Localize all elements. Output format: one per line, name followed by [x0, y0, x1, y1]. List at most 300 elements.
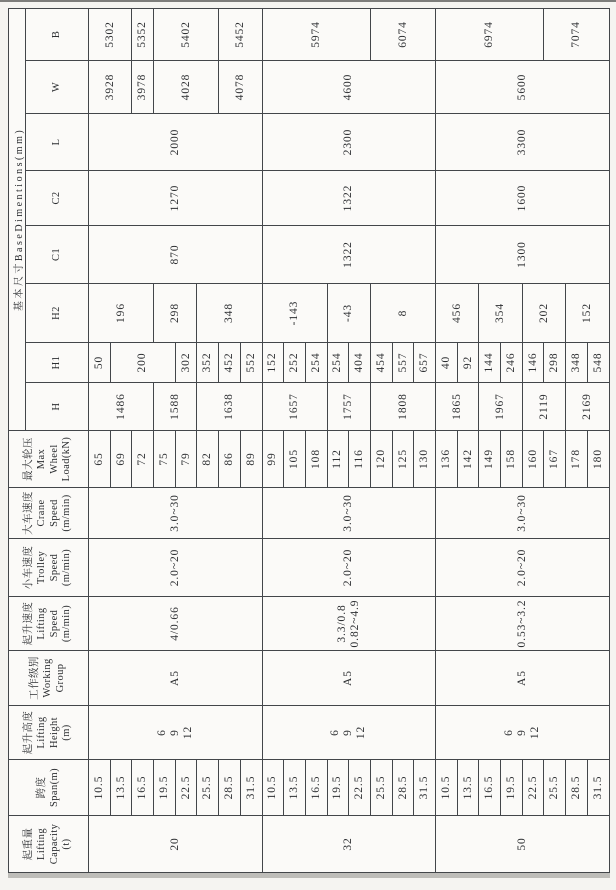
cell-crane_speed — [262, 488, 436, 539]
cell-value-line: 82 — [201, 452, 214, 466]
cell-H1 — [587, 343, 609, 383]
cell-span — [566, 760, 588, 816]
cell-value-line: 86 — [223, 452, 236, 466]
cell-span — [587, 760, 609, 816]
cell-B — [89, 8, 132, 60]
cell-H1 — [89, 343, 111, 383]
cell-wheel_load — [89, 431, 111, 488]
cell-value-line: 254 — [309, 352, 322, 373]
cell-capacity — [89, 816, 263, 873]
cell-value-line: 3.0~30 — [342, 494, 355, 532]
cell-H1 — [414, 343, 436, 383]
cell-span — [479, 760, 501, 816]
cell-wheel_load — [262, 431, 284, 488]
cell-value-line: -43 — [342, 303, 355, 323]
cell-C1 — [262, 226, 436, 284]
cell-H1 — [262, 343, 284, 383]
cell-H1 — [392, 343, 414, 383]
cell-L — [436, 114, 610, 171]
cell-value-line: 1588 — [168, 393, 181, 420]
cell-W — [219, 61, 262, 114]
col-header-H2 — [26, 284, 89, 343]
cell-H2 — [566, 284, 609, 343]
cell-H1 — [436, 343, 458, 383]
cell-span — [154, 760, 176, 816]
cell-value-line: 50 — [92, 355, 105, 370]
cell-B — [132, 8, 154, 60]
cell-value-line: 348 — [570, 352, 583, 373]
cell-trolley_speed — [262, 539, 436, 597]
cell-crane_speed — [436, 488, 610, 539]
cell-value-line: 557 — [396, 352, 409, 373]
cell-L — [89, 114, 263, 171]
cell-value-line: 19.5 — [504, 775, 517, 800]
col-header-line: Speed — [48, 609, 60, 638]
cell-span — [370, 760, 392, 816]
cell-value-line: 5302 — [103, 21, 116, 48]
cell-value-line: A5 — [342, 670, 355, 686]
cell-value-line: 13.5 — [461, 775, 474, 800]
cell-value-line: 2169 — [580, 393, 593, 420]
cell-value-line: 108 — [309, 449, 322, 469]
col-header-line: Lifting — [35, 828, 47, 860]
cell-value-line: 25.5 — [548, 775, 561, 800]
col-header-wheel_load — [9, 431, 89, 488]
cell-work_group — [262, 651, 436, 706]
col-header-line: (m/min) — [61, 604, 73, 643]
cell-wheel_load — [197, 431, 219, 488]
cell-wheel_load — [479, 431, 501, 488]
cell-value-line: 1638 — [223, 393, 236, 420]
cell-H1 — [240, 343, 262, 383]
cell-H2 — [89, 284, 154, 343]
cell-value-line: 20 — [168, 837, 181, 851]
col-header-line: Height — [48, 717, 60, 748]
cell-value-line: 254 — [331, 352, 344, 373]
col-header-line: H1 — [50, 355, 62, 370]
col-header-C1 — [26, 226, 89, 284]
cell-H1 — [370, 343, 392, 383]
cell-span — [436, 760, 458, 816]
cell-value-line: 2.0~20 — [168, 548, 181, 587]
cell-value-line: 9 — [342, 729, 355, 736]
cell-value-line: 12 — [355, 725, 368, 740]
cell-span — [544, 760, 566, 816]
cell-value-line: 1865 — [450, 393, 463, 420]
cell-trolley_speed — [89, 539, 263, 597]
cell-value-line: 302 — [179, 352, 192, 373]
cell-value-line: 548 — [591, 352, 604, 373]
cell-value-line: 0.53~3.2 — [515, 599, 528, 648]
cell-value-line: 149 — [483, 449, 496, 469]
cell-value-line: 6 — [155, 729, 168, 736]
cell-value-line: 3978 — [136, 73, 149, 101]
cell-C2 — [89, 171, 263, 226]
cell-value-line: 120 — [374, 449, 387, 469]
table-row — [436, 8, 458, 872]
col-header-line: 最大轮压 — [22, 437, 34, 481]
col-header-line: 起重量 — [22, 827, 34, 861]
cell-H1 — [175, 343, 197, 383]
cell-value-line: 158 — [504, 449, 517, 469]
cell-value-line: 5452 — [233, 21, 246, 48]
col-header-line: L — [50, 138, 62, 146]
cell-span — [457, 760, 479, 816]
cell-value-line: 22.5 — [353, 775, 366, 800]
crane-spec-table — [8, 8, 610, 873]
dimension-group-header: 基本尺寸BaseDimentions(mm) — [9, 8, 26, 430]
cell-H1 — [566, 343, 588, 383]
cell-W — [154, 61, 219, 114]
cell-span — [501, 760, 523, 816]
cell-value-line: 180 — [591, 449, 604, 469]
cell-value-line: 552 — [244, 352, 257, 373]
cell-value-line: 8 — [396, 309, 409, 317]
cell-value-line: 0.82~4.9 — [348, 599, 361, 648]
cell-value-line: 99 — [266, 452, 279, 466]
cell-H — [522, 383, 565, 431]
cell-value-line: 105 — [288, 449, 301, 469]
cell-work_group — [436, 651, 610, 706]
cell-span — [219, 760, 241, 816]
cell-H — [154, 383, 197, 431]
cell-value-line: 2119 — [537, 393, 550, 420]
rotated-table-wrapper — [8, 9, 609, 873]
cell-B — [544, 8, 609, 60]
cell-wheel_load — [240, 431, 262, 488]
cell-value-line: 348 — [223, 303, 236, 323]
cell-H — [262, 383, 327, 431]
col-header-line: (m/min) — [61, 494, 73, 532]
cell-value-line: 144 — [483, 352, 496, 373]
cell-value-line: 200 — [136, 352, 149, 373]
cell-value-line: 2.0~20 — [342, 548, 355, 587]
col-header-line: 工作级别 — [29, 656, 41, 700]
col-header-line: B — [50, 30, 62, 39]
col-header-line: W — [50, 81, 62, 93]
cell-value-line: A5 — [168, 670, 181, 686]
cell-lift_speed — [436, 597, 610, 651]
cell-wheel_load — [566, 431, 588, 488]
col-header-line: Lifting — [35, 607, 47, 640]
cell-work_group — [89, 651, 263, 706]
cell-value-line: 167 — [548, 449, 561, 469]
cell-wheel_load — [327, 431, 349, 488]
col-header-B — [26, 8, 89, 60]
cell-B — [436, 8, 544, 60]
cell-value-line: 6 — [329, 729, 342, 736]
col-header-line: Span(m) — [48, 768, 60, 807]
col-header-line: 跨度 — [35, 776, 47, 799]
cell-value-line: 5974 — [309, 21, 322, 48]
col-header-lift_speed — [9, 597, 89, 651]
cell-value-line: 3928 — [103, 73, 116, 101]
cell-span — [175, 760, 197, 816]
cell-value-line: 75 — [157, 452, 170, 466]
cell-height — [89, 706, 263, 760]
cell-value-line: 5352 — [136, 21, 149, 48]
cell-value-line: 178 — [570, 449, 583, 469]
cell-W — [262, 61, 436, 114]
col-header-work_group — [9, 651, 89, 706]
cell-value-line: 1967 — [494, 393, 507, 420]
cell-value-line: 4078 — [233, 73, 246, 101]
cell-value-line: 452 — [223, 352, 236, 373]
cell-value-line: 454 — [374, 352, 387, 373]
col-header-span — [9, 760, 89, 816]
cell-value-line: 657 — [418, 352, 431, 373]
cell-H2 — [262, 284, 327, 343]
cell-W — [436, 61, 610, 114]
cell-H — [479, 383, 522, 431]
cell-value-line: 65 — [92, 452, 105, 466]
col-header-line: 起升速度 — [22, 601, 34, 646]
cell-value-line: 870 — [168, 244, 181, 265]
col-header-line: H2 — [50, 306, 62, 320]
cell-lift_speed — [262, 597, 436, 651]
cell-value-line: 1600 — [515, 184, 528, 212]
cell-value-line: 456 — [450, 303, 463, 323]
cell-B — [262, 8, 370, 60]
cell-value-line: 22.5 — [179, 775, 192, 800]
cell-wheel_load — [154, 431, 176, 488]
cell-value-line: 10.5 — [92, 775, 105, 800]
cell-C2 — [262, 171, 436, 226]
cell-wheel_load — [522, 431, 544, 488]
cell-wheel_load — [132, 431, 154, 488]
col-header-line: (m/min) — [61, 548, 73, 587]
cell-value-line: 298 — [168, 303, 181, 323]
cell-value-line: 6974 — [483, 21, 496, 48]
cell-value-line: 404 — [353, 352, 366, 373]
cell-wheel_load — [370, 431, 392, 488]
cell-H — [197, 383, 262, 431]
cell-capacity — [262, 816, 436, 873]
cell-wheel_load — [544, 431, 566, 488]
cell-value-line: 31.5 — [591, 775, 604, 800]
cell-wheel_load — [349, 431, 371, 488]
cell-H1 — [110, 343, 175, 383]
cell-value-line: 112 — [331, 449, 344, 469]
cell-value-line: 19.5 — [331, 775, 344, 800]
cell-value-line: 196 — [114, 303, 127, 323]
cell-value-line: 298 — [548, 352, 561, 373]
cell-H — [436, 383, 479, 431]
cell-span — [284, 760, 306, 816]
cell-H2 — [436, 284, 479, 343]
cell-B — [219, 8, 262, 60]
cell-value-line: 9 — [168, 729, 181, 736]
cell-value-line: 13.5 — [114, 775, 127, 800]
cell-wheel_load — [457, 431, 479, 488]
cell-value-line: 10.5 — [266, 775, 279, 800]
cell-H1 — [522, 343, 544, 383]
col-header-line: (m) — [61, 724, 73, 741]
cell-wheel_load — [284, 431, 306, 488]
col-header-capacity — [9, 816, 89, 873]
cell-span — [240, 760, 262, 816]
cell-value-line: 3.0~30 — [168, 494, 181, 532]
cell-value-line: 92 — [461, 355, 474, 370]
cell-value-line: 3.0~30 — [515, 494, 528, 532]
cell-value-line: 352 — [201, 352, 214, 373]
cell-value-line: 136 — [439, 449, 452, 469]
cell-span — [262, 760, 284, 816]
cell-span — [414, 760, 436, 816]
cell-value-line: 202 — [537, 303, 550, 323]
col-header-line: Wheel — [48, 444, 60, 474]
cell-wheel_load — [110, 431, 132, 488]
cell-value-line: 160 — [526, 449, 539, 469]
cell-value-line: 28.5 — [570, 775, 583, 800]
col-header-line: Working — [42, 658, 54, 698]
cell-H1 — [544, 343, 566, 383]
cell-span — [349, 760, 371, 816]
cell-value-line: 12 — [528, 725, 541, 740]
cell-height — [436, 706, 610, 760]
cell-H — [89, 383, 154, 431]
cell-C1 — [436, 226, 610, 284]
cell-value-line: A5 — [515, 670, 528, 686]
cell-wheel_load — [305, 431, 327, 488]
cell-B — [370, 8, 435, 60]
cell-value-line: 79 — [179, 452, 192, 466]
col-header-line: 大车速度 — [22, 491, 34, 535]
col-header-L — [26, 114, 89, 171]
cell-value-line: 4/0.66 — [168, 606, 181, 641]
cell-value-line: 69 — [114, 452, 127, 466]
col-header-H1 — [26, 343, 89, 383]
cell-H1 — [457, 343, 479, 383]
cell-wheel_load — [501, 431, 523, 488]
cell-value-line: 72 — [136, 452, 149, 466]
cell-span — [392, 760, 414, 816]
cell-value-line: 3300 — [515, 128, 528, 156]
col-header-line: Capacity — [48, 823, 60, 865]
cell-height — [262, 706, 436, 760]
cell-H2 — [479, 284, 522, 343]
cell-H2 — [197, 284, 262, 343]
cell-value-line: 1300 — [515, 241, 528, 268]
cell-value-line: 19.5 — [157, 775, 170, 800]
cell-value-line: 22.5 — [526, 775, 539, 800]
cell-value-line: 152 — [580, 303, 593, 323]
col-header-line: Max — [35, 448, 47, 470]
cell-value-line: 12 — [181, 725, 194, 740]
cell-H1 — [305, 343, 327, 383]
cell-C2 — [436, 171, 610, 226]
cell-value-line: 3.3/0.8 — [335, 604, 348, 643]
cell-value-line: 1322 — [342, 184, 355, 212]
cell-crane_speed — [89, 488, 263, 539]
table-header — [9, 8, 89, 872]
cell-H1 — [219, 343, 241, 383]
cell-value-line: 2300 — [342, 128, 355, 156]
cell-H1 — [197, 343, 219, 383]
col-header-line: C1 — [50, 247, 62, 262]
cell-wheel_load — [414, 431, 436, 488]
cell-value-line: 50 — [515, 837, 528, 851]
col-header-height — [9, 706, 89, 760]
cell-value-line: 16.5 — [309, 775, 322, 800]
col-header-line: (t) — [61, 838, 73, 850]
cell-H2 — [522, 284, 565, 343]
cell-value-line: 10.5 — [439, 775, 452, 800]
cell-value-line: 28.5 — [223, 775, 236, 800]
cell-value-line: 31.5 — [244, 775, 257, 800]
cell-H — [327, 383, 370, 431]
cell-W — [89, 61, 132, 114]
table-body — [89, 8, 610, 872]
cell-trolley_speed — [436, 539, 610, 597]
cell-H2 — [154, 284, 197, 343]
cell-span — [89, 760, 111, 816]
cell-value-line: 5600 — [515, 73, 528, 101]
cell-wheel_load — [392, 431, 414, 488]
cell-value-line: 2000 — [168, 128, 181, 156]
cell-value-line: 13.5 — [288, 775, 301, 800]
cell-value-line: 130 — [418, 449, 431, 469]
cell-value-line: 32 — [342, 837, 355, 851]
col-header-line: Load(kN) — [61, 436, 73, 482]
col-header-trolley_speed — [9, 539, 89, 597]
cell-value-line: 354 — [494, 303, 507, 323]
col-header-line: Crane — [35, 499, 47, 527]
cell-span — [132, 760, 154, 816]
cell-value-line: 1322 — [342, 241, 355, 268]
cell-value-line: 89 — [244, 452, 257, 466]
col-header-H — [26, 383, 89, 431]
table-row — [262, 8, 284, 872]
cell-span — [305, 760, 327, 816]
cell-wheel_load — [436, 431, 458, 488]
cell-H — [566, 383, 609, 431]
col-header-C2 — [26, 171, 89, 226]
cell-value-line: 16.5 — [483, 775, 496, 800]
cell-wheel_load — [175, 431, 197, 488]
cell-H1 — [349, 343, 371, 383]
cell-wheel_load — [587, 431, 609, 488]
cell-value-line: 5402 — [179, 21, 192, 48]
cell-span — [110, 760, 132, 816]
col-header-W — [26, 61, 89, 114]
cell-value-line: 125 — [396, 449, 409, 469]
cell-value-line: 146 — [526, 352, 539, 373]
col-header-line: Speed — [48, 553, 60, 582]
cell-value-line: 28.5 — [396, 775, 409, 800]
cell-value-line: 9 — [515, 729, 528, 736]
cell-span — [197, 760, 219, 816]
cell-wheel_load — [219, 431, 241, 488]
cell-value-line: 252 — [288, 352, 301, 373]
col-header-line: 起升高度 — [22, 710, 34, 755]
cell-value-line: 116 — [353, 449, 366, 469]
cell-H2 — [370, 284, 435, 343]
col-header-line: 小车速度 — [22, 545, 34, 590]
col-header-line: Lifting — [35, 716, 47, 749]
col-header-line: H — [50, 402, 62, 411]
cell-span — [522, 760, 544, 816]
cell-capacity — [436, 816, 610, 873]
cell-value-line: 1486 — [114, 393, 127, 420]
cell-value-line: 40 — [439, 355, 452, 370]
cell-lift_speed — [89, 597, 263, 651]
cell-value-line: 1657 — [288, 393, 301, 420]
cell-value-line: 16.5 — [136, 775, 149, 800]
cell-span — [327, 760, 349, 816]
cell-value-line: 142 — [461, 449, 474, 469]
col-header-line: Trolley — [35, 550, 47, 585]
